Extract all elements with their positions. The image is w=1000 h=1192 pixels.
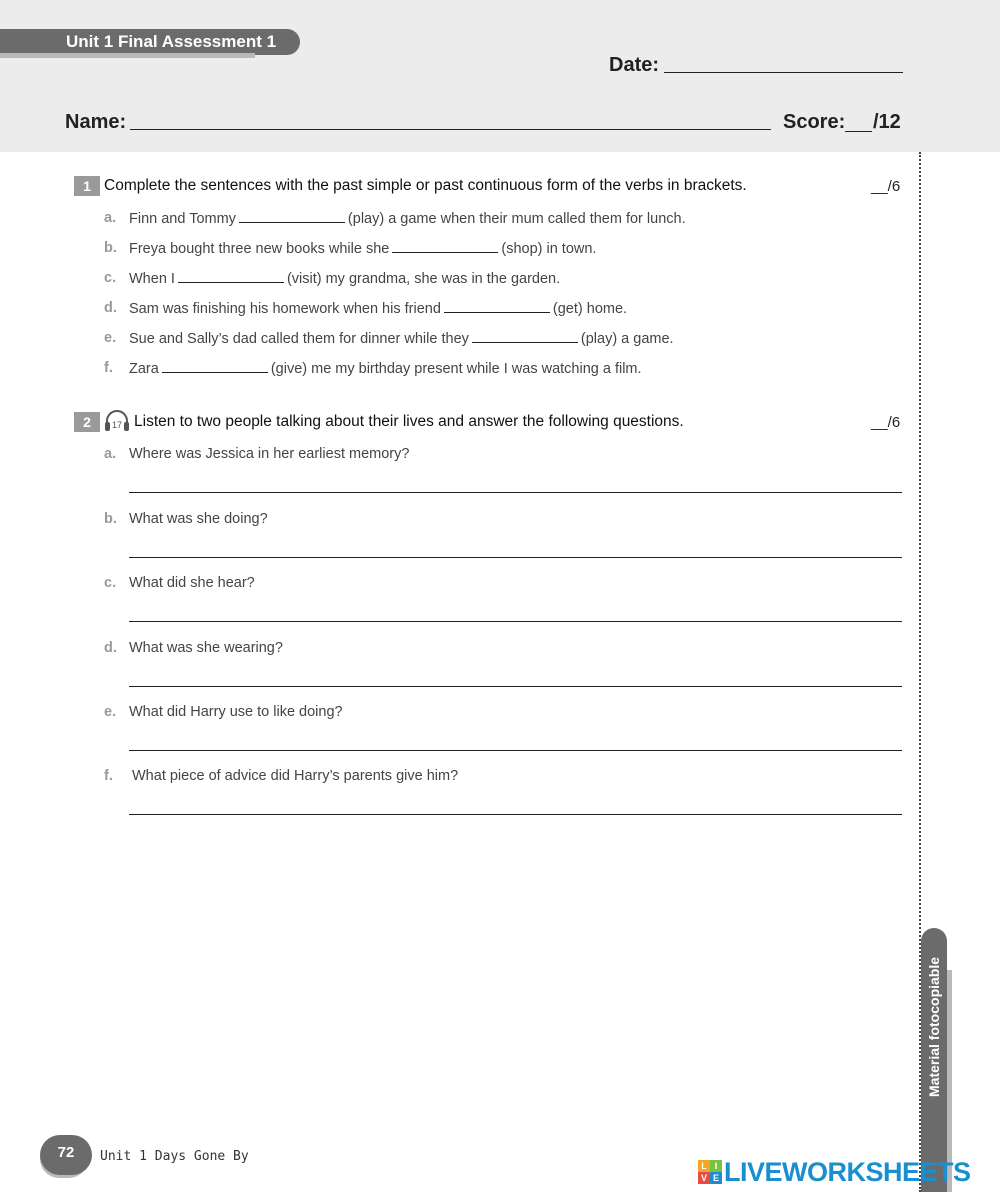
liveworksheets-logo[interactable] xyxy=(698,1157,971,1187)
s2-item-a-question: Where was Jessica in her earliest memory? xyxy=(129,446,410,462)
brand-name: LIVEWORKSHEETS xyxy=(724,1156,971,1187)
name-label: Name: xyxy=(65,111,127,133)
name-field[interactable] xyxy=(130,129,771,130)
s2-item-a-letter: a. xyxy=(104,446,117,462)
section2-instruction: Listen to two people talking about their lives and answer the following questions. xyxy=(134,413,684,430)
badge-letter-v: V xyxy=(698,1172,710,1184)
score-total: /12 xyxy=(873,111,901,133)
s1-item-a-letter: a. xyxy=(104,210,117,226)
s2-item-f-question: What piece of advice did Harry’s parents give him? xyxy=(132,768,459,784)
s2-item-d-question: What was she wearing? xyxy=(129,640,283,656)
section2-points: __/6 xyxy=(871,414,901,431)
date-field[interactable] xyxy=(664,72,903,73)
s1-item-b-blank[interactable] xyxy=(392,240,498,253)
audio-track-number: 17 xyxy=(111,420,123,430)
s1-item-c-letter: c. xyxy=(104,270,117,286)
headphones-icon[interactable] xyxy=(104,409,130,433)
section2-number: 2 xyxy=(74,412,100,432)
section1-instruction: Complete the sentences with the past simple or past continuous form of the verbs in brackets. xyxy=(104,177,747,194)
s1-item-c xyxy=(129,270,560,287)
s1-item-f-before: Zara xyxy=(129,361,159,377)
s1-item-e-after: (play) a game. xyxy=(580,331,674,347)
assessment-title: Unit 1 Final Assessment 1 xyxy=(0,29,300,55)
s1-item-e xyxy=(129,330,674,347)
s2-item-f-letter: f. xyxy=(104,768,113,784)
s2-item-e-answer-line[interactable] xyxy=(129,750,902,751)
badge-letter-e: E xyxy=(710,1172,722,1184)
date-label: Date: xyxy=(609,54,660,76)
s1-item-b-letter: b. xyxy=(104,240,117,256)
s1-item-e-before: Sue and Sally’s dad called them for dinner while they xyxy=(129,331,469,347)
s1-item-e-blank[interactable] xyxy=(472,330,578,343)
s1-item-e-letter: e. xyxy=(104,330,117,346)
title-underlay xyxy=(0,53,255,58)
score-field[interactable] xyxy=(845,131,872,132)
badge-letter-l: L xyxy=(698,1160,710,1172)
s1-item-d-before: Sam was finishing his homework when his friend xyxy=(129,301,441,317)
s1-item-f-letter: f. xyxy=(104,360,113,376)
badge-letter-i: I xyxy=(710,1160,722,1172)
s1-item-a-after: (play) a game when their mum called them for lunch. xyxy=(347,211,686,227)
s1-item-a xyxy=(129,210,686,227)
s1-item-d-blank[interactable] xyxy=(444,300,550,313)
s1-item-f-after: (give) me my birthday present while I was watching a film. xyxy=(270,361,642,377)
s2-item-a-answer-line[interactable] xyxy=(129,492,902,493)
s2-item-e-letter: e. xyxy=(104,704,117,720)
s1-item-d-letter: d. xyxy=(104,300,117,316)
page-number: 72 xyxy=(40,1135,92,1175)
s1-item-d xyxy=(129,300,627,317)
s2-item-b-question: What was she doing? xyxy=(129,511,268,527)
s1-item-f-blank[interactable] xyxy=(162,360,268,373)
s1-item-d-after: (get) home. xyxy=(552,301,628,317)
s2-item-c-question: What did she hear? xyxy=(129,575,255,591)
s2-item-b-answer-line[interactable] xyxy=(129,557,902,558)
s2-item-d-letter: d. xyxy=(104,640,117,656)
s2-item-f-answer-line[interactable] xyxy=(129,814,902,815)
s1-item-c-after: (visit) my grandma, she was in the garden. xyxy=(286,271,561,287)
s1-item-a-blank[interactable] xyxy=(239,210,345,223)
s1-item-c-blank[interactable] xyxy=(178,270,284,283)
section1-points: __/6 xyxy=(871,178,901,195)
section1-number: 1 xyxy=(74,176,100,196)
s1-item-f xyxy=(129,360,642,377)
s1-item-c-before: When I xyxy=(129,271,175,287)
s2-item-d-answer-line[interactable] xyxy=(129,686,902,687)
s1-item-b-before: Freya bought three new books while she xyxy=(129,241,390,257)
live-badge-icon xyxy=(698,1160,722,1184)
footer-unit-title: Unit 1 Days Gone By xyxy=(100,1149,249,1164)
s2-item-c-letter: c. xyxy=(104,575,117,591)
score-label: Score: xyxy=(783,111,846,133)
s2-item-b-letter: b. xyxy=(104,511,117,527)
s2-item-c-answer-line[interactable] xyxy=(129,621,902,622)
s1-item-a-before: Finn and Tommy xyxy=(129,211,236,227)
s2-item-e-question: What did Harry use to like doing? xyxy=(129,704,343,720)
s1-item-b xyxy=(129,240,596,257)
s1-item-b-after: (shop) in town. xyxy=(501,241,597,257)
